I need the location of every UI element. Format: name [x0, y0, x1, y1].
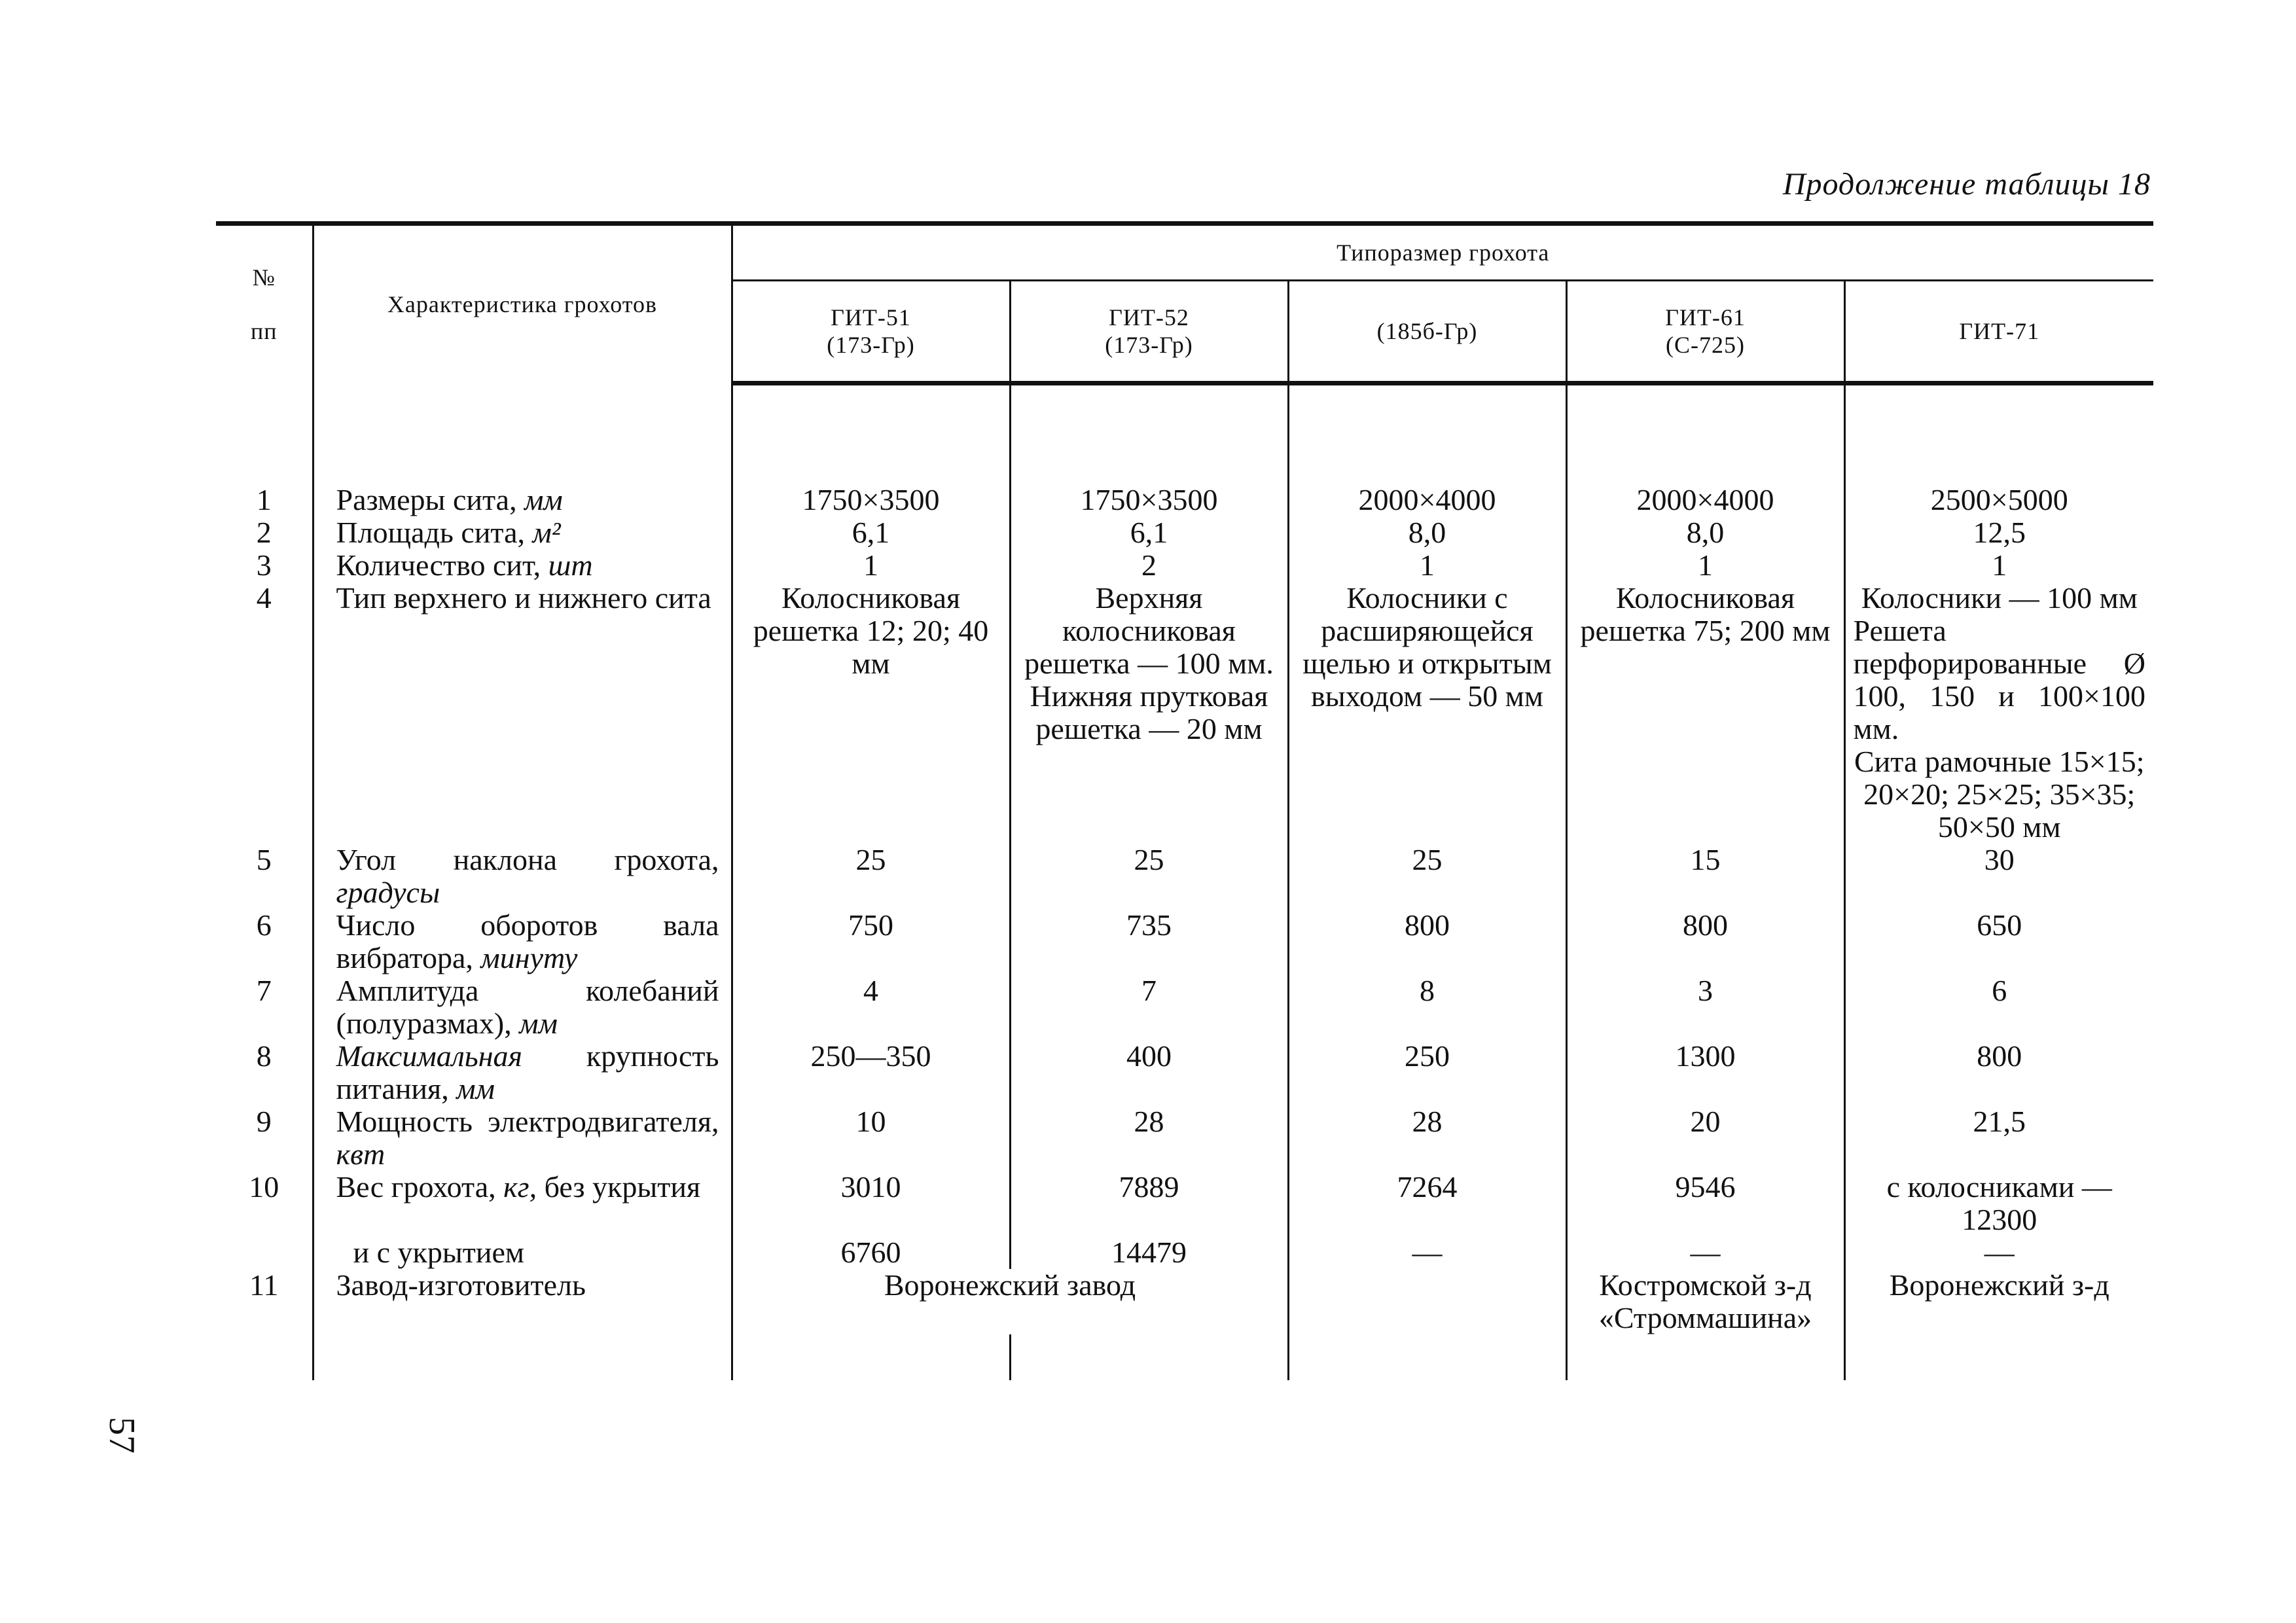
header-number-symbol: №: [252, 264, 276, 291]
unit: мм: [519, 1007, 558, 1040]
value-cell: 28: [1288, 1105, 1566, 1171]
header-screen-type-title: Типоразмер грохота: [732, 224, 2153, 281]
row-label: Площадь сита, м²: [313, 516, 732, 549]
value-cell: 10: [732, 1105, 1010, 1171]
header-number: [216, 224, 313, 383]
value-cell: 800: [1566, 909, 1844, 974]
row-label: Завод-изготовитель: [313, 1269, 732, 1334]
value-cell: 25: [732, 844, 1010, 909]
value-cell: с колосниками — 12300: [1844, 1171, 2153, 1236]
value-cell: 1: [732, 549, 1010, 582]
table-row: [216, 1040, 2153, 1105]
value-cell: 8: [1288, 974, 1566, 1040]
value-cell: 7264: [1288, 1171, 1566, 1236]
table-row: [216, 909, 2153, 974]
unit: градусы: [336, 876, 440, 909]
type-name: (185б-Гр): [1376, 318, 1478, 344]
value-cell: 1: [1288, 549, 1566, 582]
table-row: [216, 549, 2153, 582]
value-cell: 1: [1844, 549, 2153, 582]
table-row: [216, 974, 2153, 1040]
row-label: Максимальная крупность питания, мм: [313, 1040, 732, 1105]
row-number: 11: [249, 1268, 279, 1302]
header-characteristic: Характеристика грохотов: [313, 224, 732, 383]
value-cell: 1750×3500: [732, 484, 1010, 516]
table-caption: Продолжение таблицы 18: [1782, 167, 2151, 202]
unit: шт: [548, 548, 593, 582]
type-name: ГИТ-52: [1109, 304, 1189, 330]
row-label: и с укрытием: [313, 1236, 732, 1269]
value-cell: Воронежский з-д: [1844, 1269, 2153, 1334]
row-label: Мощность электродвигателя, квт: [313, 1105, 732, 1171]
value-cell: 2000×4000: [1566, 484, 1844, 516]
value-cell: 2: [1010, 549, 1288, 582]
type-code: (173-Гр): [1105, 332, 1193, 358]
value-cell: 250—350: [732, 1040, 1010, 1105]
header-type-git52: [1010, 281, 1288, 383]
value-cell: Воронежский завод: [732, 1269, 1288, 1334]
value-cell: 2500×5000: [1844, 484, 2153, 516]
value-cell: 20: [1566, 1105, 1844, 1171]
value-cell: 6760: [732, 1236, 1010, 1269]
value-cell: 735: [1010, 909, 1288, 974]
row-number: 2: [256, 516, 272, 549]
type-code: (С-725): [1666, 332, 1745, 358]
value-cell: 750: [732, 909, 1010, 974]
value-cell: 25: [1010, 844, 1288, 909]
value-cell: 28: [1010, 1105, 1288, 1171]
header-type-185b: [1288, 281, 1566, 383]
row-label: Амплитуда колебаний (полуразмах), мм: [313, 974, 732, 1040]
value-cell: Верхняя колосниковая решетка — 100 мм. Нижняя прутковая решетка — 20 мм: [1010, 582, 1288, 844]
value-cell: 6,1: [1010, 516, 1288, 549]
unit: минуту: [480, 941, 578, 974]
value-cell: 6,1: [732, 516, 1010, 549]
value-cell: 250: [1288, 1040, 1566, 1105]
row-number: 6: [256, 908, 272, 942]
value-cell: 3010: [732, 1171, 1010, 1236]
unit: мм: [456, 1072, 495, 1105]
value-cell: Костромской з-д «Строммашина»: [1566, 1269, 1844, 1334]
value-cell: 25: [1288, 844, 1566, 909]
row-label: Число оборотов вала вибратора, минуту: [313, 909, 732, 974]
value-cell: 3: [1566, 974, 1844, 1040]
header-type-git61: [1566, 281, 1844, 383]
value-cell: 12,5: [1844, 516, 2153, 549]
row-label: Размеры сита, мм: [313, 484, 732, 516]
row-number: 10: [249, 1170, 279, 1204]
unit: кг,: [503, 1170, 537, 1204]
value-cell: 8,0: [1288, 516, 1566, 549]
value-cell: 4: [732, 974, 1010, 1040]
value-cell: 800: [1288, 909, 1566, 974]
value-cell: 1750×3500: [1010, 484, 1288, 516]
unit: мм: [524, 483, 563, 516]
value-cell: Колосниковая решетка 12; 20; 40 мм: [732, 582, 1010, 844]
table-row: [216, 484, 2153, 516]
type-code: (173-Гр): [827, 332, 915, 358]
header-type-git71: [1844, 281, 2153, 383]
perforated-sieves-text: Решета перфорированные Ø 100, 150 и 100×100 мм.: [1853, 614, 2145, 745]
row-number: 1: [256, 483, 272, 516]
row-label: Вес грохота, кг, без укрытия: [313, 1171, 732, 1236]
table-row: [216, 1105, 2153, 1171]
value-cell: —: [1288, 1236, 1566, 1269]
row-number: 7: [256, 974, 272, 1007]
value-cell: [1288, 1269, 1566, 1334]
row-number: 9: [256, 1105, 272, 1138]
value-cell: 650: [1844, 909, 2153, 974]
type-name: ГИТ-51: [831, 304, 911, 330]
value-cell: —: [1844, 1236, 2153, 1269]
header-number-abbrev: пп: [250, 318, 278, 345]
value-cell: Колосниковая решетка 75; 200 мм: [1566, 582, 1844, 844]
row-label: Количество сит, шт: [313, 549, 732, 582]
value-cell: 7: [1010, 974, 1288, 1040]
value-cell: 15: [1566, 844, 1844, 909]
value-cell: 9546: [1566, 1171, 1844, 1236]
header-type-git51: [732, 281, 1010, 383]
value-cell: 1: [1566, 549, 1844, 582]
data-table-container: [216, 221, 2153, 1452]
unit: м²: [532, 516, 561, 549]
page-number: 57: [101, 1417, 142, 1454]
value-cell: 8,0: [1566, 516, 1844, 549]
grates-text: Колосники — 100 мм: [1861, 581, 2138, 615]
table-row: [216, 1269, 2153, 1334]
row-number: 3: [256, 548, 272, 582]
value-cell: 1300: [1566, 1040, 1844, 1105]
value-cell: 6: [1844, 974, 2153, 1040]
table-row: [216, 1171, 2153, 1236]
value-cell: 30: [1844, 844, 2153, 909]
table-row: [216, 1236, 2153, 1269]
row-number: 4: [256, 581, 272, 615]
value-cell: [1844, 582, 2153, 844]
value-cell: 21,5: [1844, 1105, 2153, 1171]
value-cell: 800: [1844, 1040, 2153, 1105]
value-cell: 14479: [1010, 1236, 1288, 1269]
frame-sieves-text: Сита рамочные 15×15; 20×20; 25×25; 35×35; 50×50 мм: [1854, 745, 2145, 844]
value-cell: 2000×4000: [1288, 484, 1566, 516]
type-name: ГИТ-61: [1665, 304, 1746, 330]
row-label: Тип верхнего и нижнего сита: [313, 582, 732, 844]
type-name: ГИТ-71: [1959, 318, 2040, 344]
screens-characteristics-table: [216, 221, 2153, 1380]
value-cell: Колосники с расширяющейся щелью и открытым выходом — 50 мм: [1288, 582, 1566, 844]
value-cell: 7889: [1010, 1171, 1288, 1236]
row-number: 5: [256, 843, 272, 876]
value-cell: 400: [1010, 1040, 1288, 1105]
table-row: [216, 844, 2153, 909]
row-label: Угол наклона грохота, градусы: [313, 844, 732, 909]
unit: квт: [336, 1137, 386, 1171]
row-number: 8: [256, 1039, 272, 1073]
value-cell: —: [1566, 1236, 1844, 1269]
table-row: [216, 516, 2153, 549]
table-row: [216, 582, 2153, 844]
